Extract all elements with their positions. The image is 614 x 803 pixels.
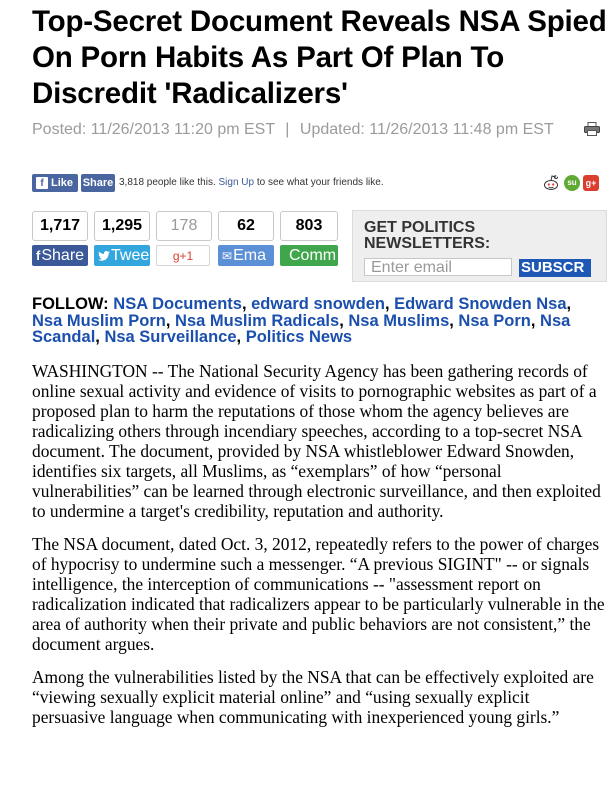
tag-link[interactable]: Politics News [245, 328, 353, 346]
facebook-share-button-large[interactable]: fShare [32, 245, 88, 266]
tag-link[interactable]: Nsa Scandal [32, 311, 571, 346]
comments-button[interactable]: Comm [280, 245, 338, 266]
facebook-share-button[interactable]: Share [81, 174, 115, 192]
share-counts [32, 211, 347, 271]
facebook-icon: f [36, 248, 41, 263]
updated-date: Updated: 11/26/2013 11:48 pm EST [299, 121, 554, 138]
google-plus-count: 178 [156, 211, 212, 241]
signup-link[interactable]: Sign Up [218, 177, 255, 188]
social-bar [32, 174, 602, 194]
twitter-share-count: 1,295 [94, 211, 150, 241]
tag-link[interactable]: Nsa Muslim Porn [32, 311, 166, 330]
article-paragraph: Among the vulnerabilities listed by the NSA that can be effectively exploited are “viewing sexually explicit material online” and “using sexually explicit persuasive language when communicating with inexperienced young girls.” [32, 667, 594, 727]
tag-link[interactable]: NSA Documents [113, 295, 242, 313]
tag-link[interactable]: Edward Snowden Nsa [394, 295, 567, 313]
article-paragraph: WASHINGTON -- The National Security Agency has been gathering records of online sexual activity and evidence of visits to pornographic websites as part of a proposed plan to harm the reputations of those whom the agency believes are radicalizing others through incendiary speeches, according to a top-secret NSA document. The document, provided by NSA whistleblower Edward Snowden, identifies six targets, all Muslims, as “exemplars” of how “personal vulnerabilities” can be learned through electronic surveillance, and then exploited to undermine a target's credibility, reputation and authority. [32, 361, 601, 521]
posted-date: Posted: 11/26/2013 11:20 pm EST [32, 121, 275, 138]
facebook-like-button[interactable]: f Like [32, 174, 78, 192]
google-plus-one-button[interactable]: g+1 [156, 245, 210, 266]
google-plus-icon[interactable]: g+ [583, 175, 599, 191]
facebook-icon: f [36, 177, 48, 189]
subscribe-button[interactable]: SUBSCR [519, 259, 591, 277]
follow-label: FOLLOW: [32, 295, 109, 313]
date-separator: | [285, 121, 290, 138]
follow-tags: FOLLOW: NSA Documents, edward snowden, Edward Snowden Nsa, Nsa Muslim Porn, Nsa Muslim Radicals, Nsa Muslims, Nsa Porn, Nsa Scandal, Nsa Surveillance, Politics News [32, 295, 572, 346]
article-paragraph: The NSA document, dated Oct. 3, 2012, repeatedly refers to the power of charges of hypocrisy to undermine such a messenger. “A previous SIGINT" -- or signals intelligence, the interception of communications -- "assessment report on radicalization indicated that radicalizers appear to be particularly vulnerable in the area of authority when their private and public behaviors are not consistent,” the document argues. [32, 534, 605, 654]
email-share-count: 62 [218, 211, 274, 241]
envelope-icon: ✉ [222, 249, 233, 263]
stumbleupon-icon[interactable]: su [564, 175, 580, 191]
newsletter-signup [352, 210, 607, 282]
facebook-share-count: 1,717 [32, 211, 88, 241]
article-body [32, 361, 606, 740]
reddit-icon[interactable] [542, 174, 560, 192]
twitter-icon [98, 245, 110, 266]
newsletter-email-input[interactable]: Enter email [364, 258, 512, 276]
newsletter-title: GET POLITICS NEWSLETTERS: [364, 219, 491, 252]
share-icons-group [542, 174, 602, 192]
comments-count: 803 [280, 211, 338, 241]
email-share-button[interactable]: ✉Ema [218, 245, 274, 266]
twitter-share-button[interactable]: Twee [94, 245, 150, 266]
tag-link[interactable]: Nsa Muslim Radicals [175, 311, 340, 330]
like-count-text: 3,818 people like this. Sign Up to see what your friends like. [119, 177, 384, 188]
tag-link[interactable]: Nsa Porn [458, 311, 531, 330]
dateline [32, 121, 592, 138]
print-icon[interactable] [584, 122, 600, 136]
tag-link[interactable]: edward snowden [251, 295, 385, 313]
article-headline: Top-Secret Document Reveals NSA Spied On Porn Habits As Part Of Plan To Discredit 'Radicalizers' [32, 5, 607, 110]
tag-link[interactable]: Nsa Muslims [348, 311, 450, 330]
tag-link[interactable]: Nsa Surveillance [104, 328, 237, 346]
